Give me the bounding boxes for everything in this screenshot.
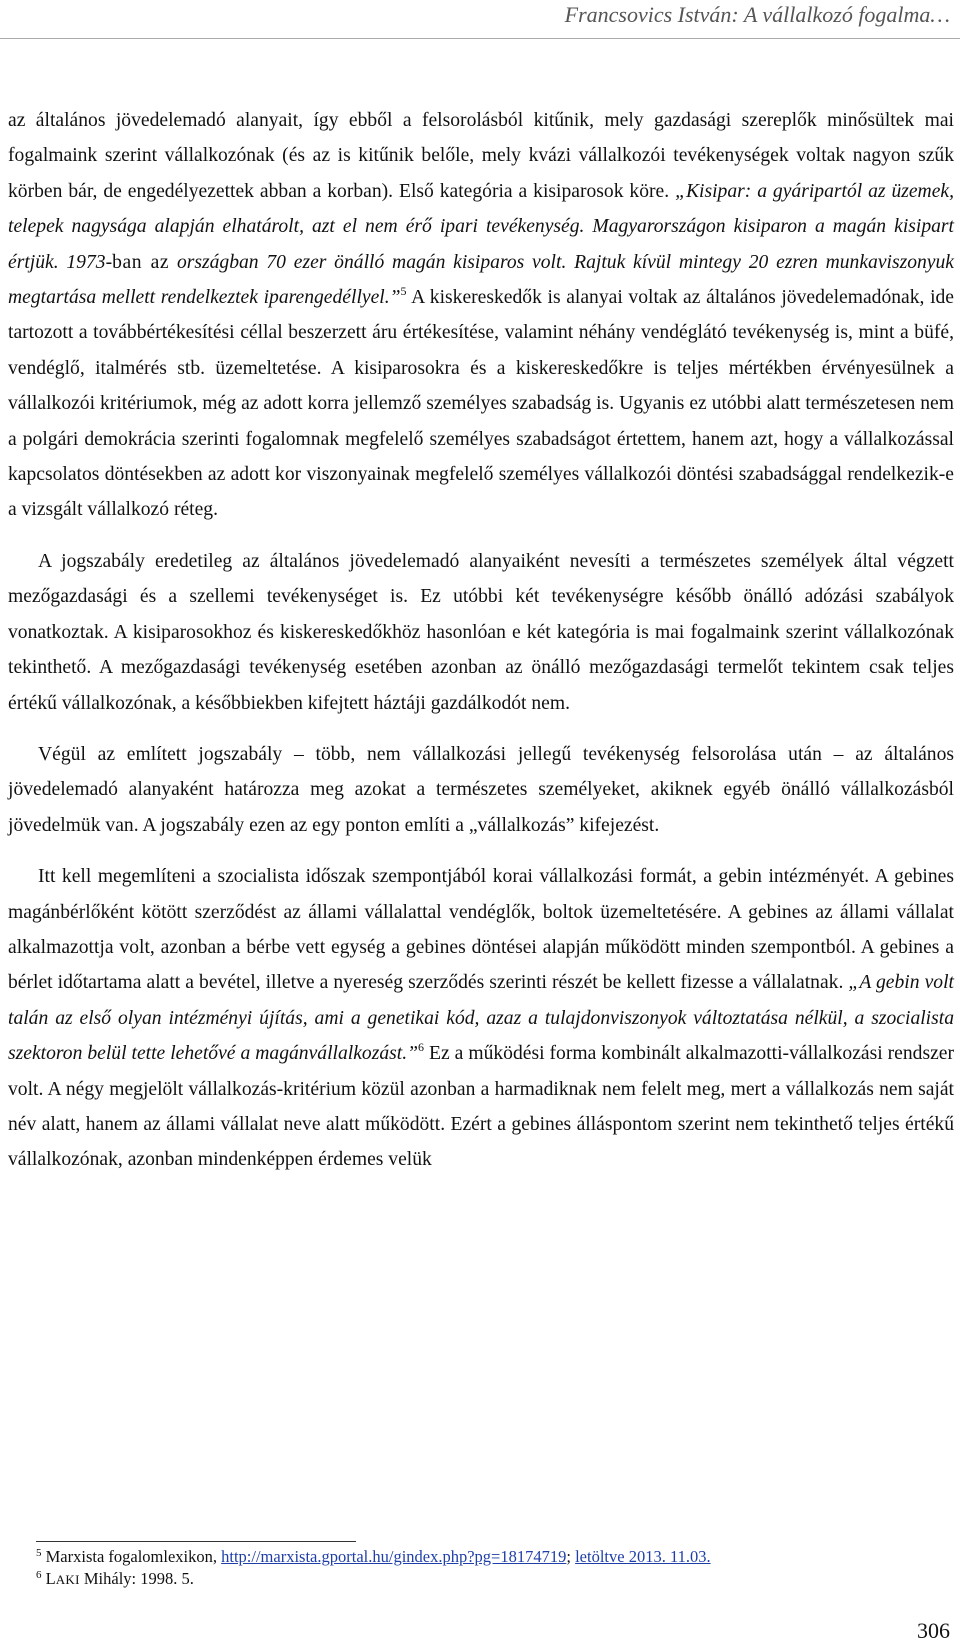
paragraph-4-text: Itt kell megemlíteni a szocialista időszak szempontjából korai vállalkozási formát, a gebin intézményét. A gebines magánbérlőként kötött szerződést az állami vállalattal vendéglők, boltok üzemeltetésére. A gebines az állami vállalat alkalmazottja volt, azonban a bérbe vett egység a gebines döntései alapján működött minden szempontból. A gebines a bérlet időtartama alatt a bevétel, illetve a nyereség szerződés szerinti részét be kellett fizesse a vállalatnak. [8,866,954,994]
header-divider [0,38,960,39]
paragraph-3: Végül az említett jogszabály – több, nem vállalkozási jellegű tevékenység felsorolása után – az általános jövedelemadó alanyaként határozza meg azokat a természetes személyeket, akiknek egyéb önálló vállalkozásból jövedelmük van. A jogszabály ezen az egy ponton említi a „vállalkozás” kifejezést. [8,743,954,836]
footnotes [36,1546,946,1591]
footnote-ref-5[interactable]: 5 [400,284,407,299]
paragraph-4-text-cont: Ez a működési forma kombinált alkalmazotti-vállalkozási rendszer volt. A négy megjelölt vállalkozás-kritérium közül azonban a harmadiknak nem felelt meg, mert a vállalkozás nem saját név alatt, hanem az állami vállalat neve alatt működött. Ezért a gebines álláspontom szerint nem tekinthető teljes értékű vállalkozónak, azonban mindenképpen érdemes velük [8,1043,955,1171]
paragraph-4 [8,859,954,1178]
paragraph-1-text: az általános jövedelemadó alanyait, így ebből a felsorolásból kitűnik, mely gazdasági szereplők minősültek mai fogalmaink szerint vállalkozónak (és az is kitűnik belőle, mely kvázi vállalkozói tevékenységek voltak nagyon szűk körben bár, de engedélyezettek abban a korban). Első kategória a kisiparosok köre. [8,110,954,202]
quote-kisipar-end: kaviszonyuk megtartása mellett rendelkeztek iparengedéllyel.” [8,251,954,309]
footnote-5-access-date[interactable]: letöltve 2013. 11.03. [575,1547,711,1566]
quote-kisipar: „Kisipar: a gyáripartól az üzemek, telepek nagysága alapján elhatárolt, azt el nem érő ipari tevékenység. Magyarországon kisiparon a magán kisipart értjük. 1973- [8,180,955,273]
footnote-5-mark: 5 [36,1547,42,1559]
body-text [8,103,954,1178]
footnote-5 [36,1546,946,1568]
footnote-5-text: Marxista fogalomlexikon, [41,1547,222,1566]
footnote-6-mark: 6 [36,1569,42,1581]
quote-kisipar-cont: országban 70 ezer önálló magán kisiparos volt. Rajtuk kívül mintegy 20 ezren mun [169,251,860,273]
footnote-6-text: Mihály: 1998. 5. [79,1569,194,1588]
footnote-ref-6[interactable]: 6 [418,1040,425,1055]
footnote-6-author-rest: AKI [55,1572,80,1587]
footnote-6-author-initial: L [41,1569,56,1588]
running-header-title: Francsovics István: A vállalkozó fogalma… [564,2,950,27]
paragraph-2: A jogszabály eredetileg az általános jövedelemadó alanyaiként nevesíti a természetes személyek által végzett mezőgazdasági és a szellemi tevékenységet is. Ez utóbbi két tevékenységre később önálló adózási szabályok vonatkoztak. A kisiparosokhoz és kiskereskedőkhöz hasonlóan e két kategória is mai fogalmaink szerint vállalkozónak tekinthető. A mezőgazdasági tevékenység esetében azonban az önálló mezőgazdasági termelőt tekintem csak teljes értékű vállalkozónak, a későbbiekben kifejtett háztáji gazdálkodót nem. [8,550,954,714]
page-number: 306 [917,1618,950,1643]
footnote-6 [36,1568,946,1591]
quote-gebin: „A gebin volt talán az első olyan intézményi újítás, ami a genetikai kód, azaz a tulajdonviszonyok változtatása nélkül, a szocialista szektoron belül tette lehetővé a magánvállalkozást.” [8,972,954,1065]
footnote-5-link[interactable]: http://marxista.gportal.hu/gindex.php?pg=18174719 [221,1547,567,1566]
paragraph-1-text-cont: A kiskereskedők is alanyai voltak az általános jövedelemadónak, ide tartozott a továbbértékesítési céllal beszerzett áru értékesítése, valamint néhány vendéglátó tevékenység is, mint a büfé, vendéglő, italmérés stb. üzemeltetése. A kisiparosokra és a kiskereskedőkre is teljes mértékben érvényesülnek a vállalkozói kritériumok, még az adott korra jellemző személyes szabadság is. Ugyanis ez utóbbi alatt természetesen nem a polgári demokrácia szerinti fogalomnak megfelelő személyes szabadságot értettem, hanem azt, hogy a vállalkozással kapcsolatos döntésekben az adott kor viszonyainak megfelelő személyes vállalkozói döntési szabadsággal rendelkezik-e a vizsgált vállalkozó réteg. [8,287,955,521]
paragraph-1 [8,103,954,528]
footnote-5-separator: ; [566,1547,576,1566]
running-header [0,0,960,34]
footnote-divider [36,1541,356,1542]
quote-kisipar-upright: ban az [112,251,170,273]
